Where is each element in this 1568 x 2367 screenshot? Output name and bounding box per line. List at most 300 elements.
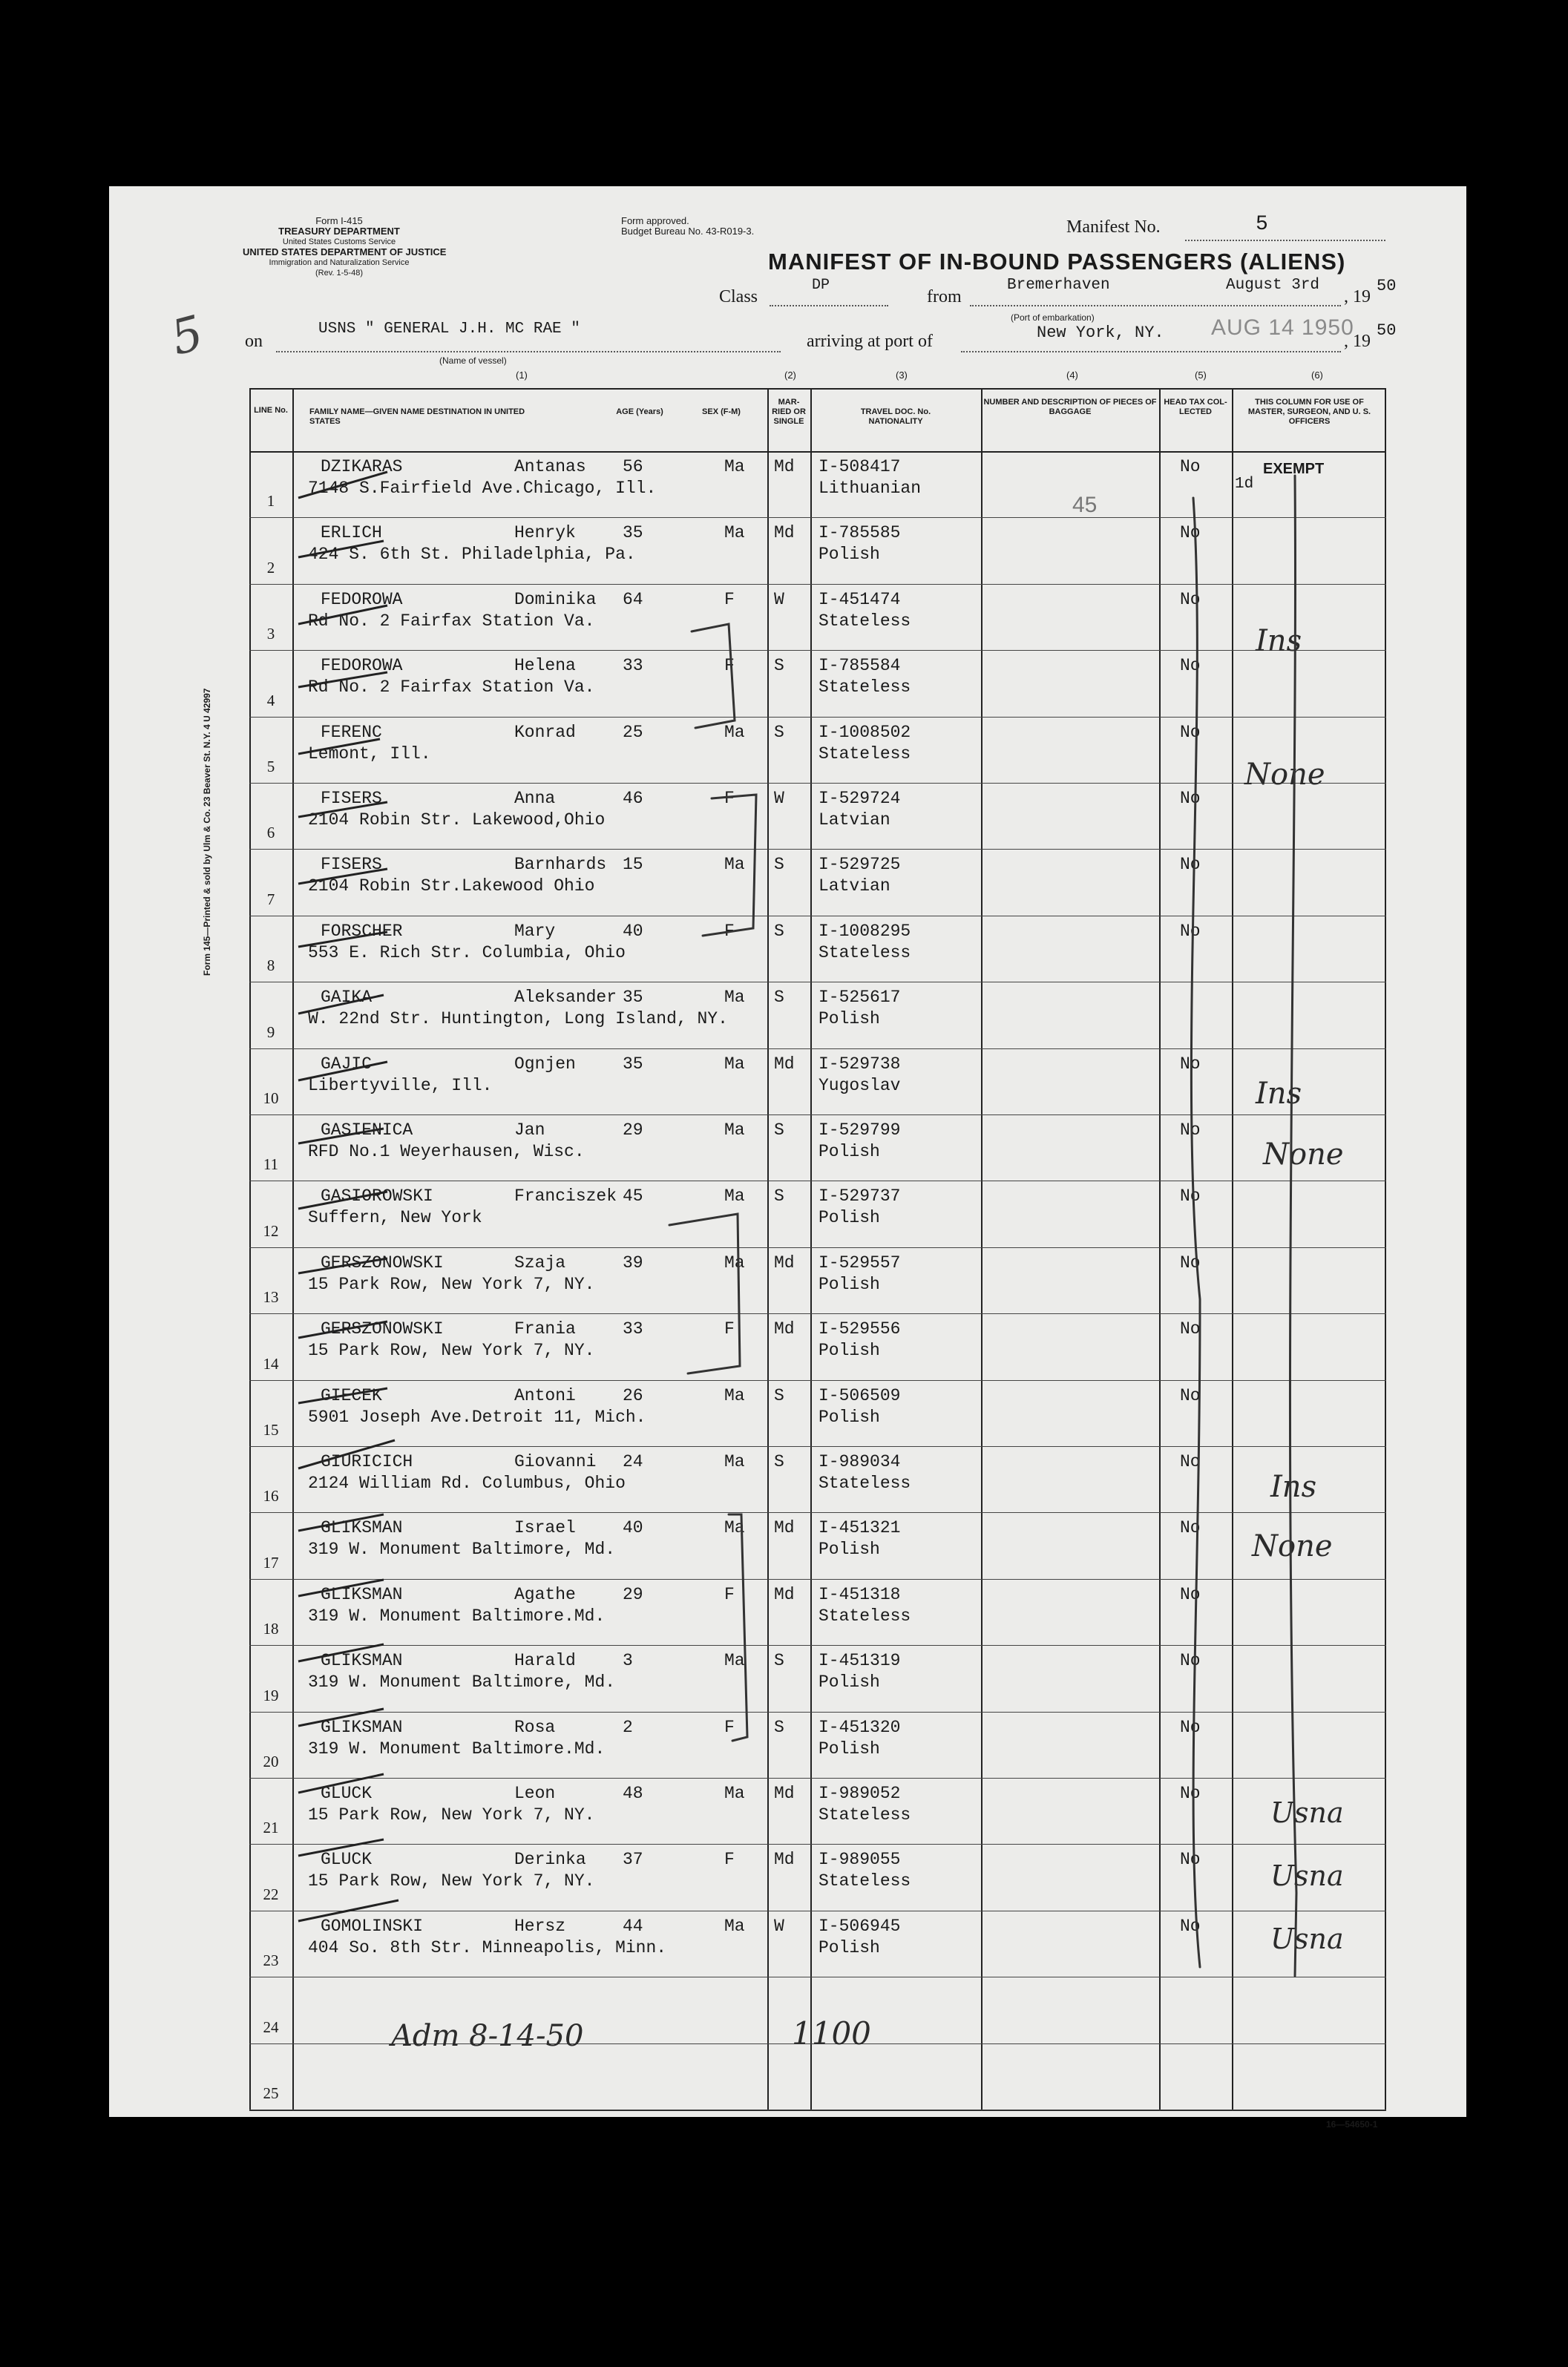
cell-doc: I-529738 <box>819 1054 901 1074</box>
cell-dest: Rd No. 2 Fairfax Station Va. <box>308 677 595 697</box>
cell-sex: Ma <box>724 1917 745 1936</box>
cell-dest: Libertyville, Ill. <box>308 1076 493 1095</box>
cell-nat: Polish <box>819 1009 880 1028</box>
cell-tax: No <box>1180 1651 1201 1670</box>
cell-family: DZIKARAS <box>321 457 403 476</box>
cell-nat: Polish <box>819 1341 880 1360</box>
strike-16 <box>298 1440 395 1468</box>
cell-doc: I-785584 <box>819 656 901 675</box>
strike-20 <box>298 1709 384 1726</box>
cell-tax: No <box>1180 1452 1201 1471</box>
cell-age: 48 <box>623 1784 643 1803</box>
cell-tax: No <box>1180 1386 1201 1405</box>
bracket-6-7 <box>703 795 756 936</box>
cell-age: 37 <box>623 1850 643 1869</box>
cell-tax: No <box>1180 590 1201 609</box>
cell-given: Rosa <box>514 1718 556 1737</box>
cell-family: GLUCK <box>321 1850 373 1869</box>
hdr-baggage: NUMBER AND DESCRIPTION OF PIECES OF BAGGAGE <box>983 398 1157 416</box>
cell-sex: Ma <box>724 723 745 742</box>
handwritten-row11: None <box>1263 1137 1344 1172</box>
cell-doc: I-1008502 <box>819 723 911 742</box>
dept-justice: UNITED STATES DEPARTMENT OF JUSTICE <box>243 246 447 257</box>
line-number: 9 <box>266 1023 275 1041</box>
cell-doc: I-525617 <box>819 988 901 1007</box>
cell-family: GAIKA <box>321 988 373 1007</box>
cell-age: 25 <box>623 723 643 742</box>
cell-sex: Ma <box>724 1651 745 1670</box>
cell-age: 40 <box>623 1518 643 1537</box>
cell-given: Szaja <box>514 1253 566 1273</box>
strike-2 <box>298 541 384 557</box>
cell-given: Derinka <box>514 1850 586 1869</box>
strike-13 <box>298 1258 387 1273</box>
cell-tax: No <box>1180 1585 1201 1604</box>
year-value-1: 50 <box>1377 277 1397 295</box>
cell-given: Dominika <box>514 590 597 609</box>
cell-ms: Md <box>774 1253 795 1273</box>
form-number: Form I-415 <box>315 215 363 226</box>
cell-ms: Md <box>774 523 795 542</box>
line-number: 14 <box>263 1355 279 1373</box>
strike-9 <box>298 995 384 1014</box>
cell-family: FEDOROWA <box>321 656 403 675</box>
cell-nat: Stateless <box>819 1805 911 1825</box>
cell-sex: Ma <box>724 1054 745 1074</box>
handwritten-row21: Usna <box>1270 1796 1344 1829</box>
cell-doc: I-451321 <box>819 1518 901 1537</box>
cell-age: 35 <box>623 1054 643 1074</box>
hdr-age: AGE (Years) <box>616 407 663 416</box>
cell-given: Frania <box>514 1319 576 1339</box>
bracket-12-14 <box>669 1214 740 1373</box>
cell-ms: S <box>774 1120 784 1140</box>
cell-dest: 15 Park Row, New York 7, NY. <box>308 1341 595 1360</box>
strike-22 <box>298 1839 384 1856</box>
cell-ms: S <box>774 1651 784 1670</box>
line-number: 8 <box>266 956 275 974</box>
cell-given: Ognjen <box>514 1054 576 1074</box>
cell-ms: S <box>774 656 784 675</box>
year-value-2: 50 <box>1377 321 1397 340</box>
cell-family: GOMOLINSKI <box>321 1917 424 1936</box>
vessel-name: USNS " GENERAL J.H. MC RAE " <box>318 321 580 338</box>
cell-given: Barnhards <box>514 855 607 874</box>
cell-given: Antanas <box>514 457 586 476</box>
line-number: 17 <box>263 1554 279 1572</box>
cell-dest: 319 W. Monument Baltimore.Md. <box>308 1606 606 1626</box>
cell-family: GERSZONOWSKI <box>321 1319 444 1339</box>
manifest-no-value: 5 <box>1256 213 1268 236</box>
sail-date: August 3rd <box>1226 277 1320 294</box>
cell-family: ERLICH <box>321 523 382 542</box>
cell-nat: Yugoslav <box>819 1076 901 1095</box>
cell-dest: Rd No. 2 Fairfax Station Va. <box>308 611 595 631</box>
line-number: 1 <box>266 492 275 510</box>
cell-tax: No <box>1180 1718 1201 1737</box>
cell-nat: Polish <box>819 1938 880 1957</box>
form-approved: Form approved. <box>621 215 689 226</box>
cell-age: 64 <box>623 590 643 609</box>
cell-tax: No <box>1180 1319 1201 1339</box>
cell-dest: 15 Park Row, New York 7, NY. <box>308 1871 595 1891</box>
cell-family: FEDOROWA <box>321 590 403 609</box>
cell-given: Aleksander <box>514 988 617 1007</box>
cell-nat: Stateless <box>819 1871 911 1891</box>
hdr-line-no: LINE No. <box>254 406 288 415</box>
year-prefix-2: , 19 <box>1344 332 1371 351</box>
strike-12 <box>298 1192 387 1209</box>
line-number: 23 <box>263 1951 279 1969</box>
cell-nat: Stateless <box>819 1606 911 1626</box>
cell-dest: 15 Park Row, New York 7, NY. <box>308 1275 595 1294</box>
line-number: 12 <box>263 1222 279 1240</box>
cell-tax: No <box>1180 855 1201 874</box>
year-prefix-1: , 19 <box>1344 287 1371 306</box>
cell-doc: I-529556 <box>819 1319 901 1339</box>
cell-sex: Ma <box>724 523 745 542</box>
cell-given: Hersz <box>514 1917 566 1936</box>
cell-dest: RFD No.1 Weyerhausen, Wisc. <box>308 1142 585 1161</box>
cell-doc: I-989055 <box>819 1850 901 1869</box>
cell-given: Franciszek <box>514 1186 617 1206</box>
cell-doc: I-451318 <box>819 1585 901 1604</box>
line-number: 6 <box>266 824 275 841</box>
cell-nat: Stateless <box>819 744 911 764</box>
col-num-2: (2) <box>784 370 796 381</box>
hdr-married: MAR-RIED OR SINGLE <box>772 398 806 426</box>
cell-tax: No <box>1180 1518 1201 1537</box>
cell-age: 39 <box>623 1253 643 1273</box>
hdr-sex: SEX (F-M) <box>702 407 741 416</box>
handwritten-row22: Usna <box>1270 1859 1344 1892</box>
line-number: 18 <box>263 1620 279 1638</box>
hdr-name: FAMILY NAME—GIVEN NAME DESTINATION IN UNITED STATES <box>309 407 525 426</box>
cell-family: FISERS <box>321 855 382 874</box>
arriving-label: arriving at port of <box>807 332 933 351</box>
cell-tax: No <box>1180 723 1201 742</box>
handwritten-time: 1100 <box>792 2015 871 2052</box>
strike-15 <box>298 1388 387 1403</box>
cell-nat: Polish <box>819 1540 880 1559</box>
cell-doc: I-506945 <box>819 1917 901 1936</box>
cell-age: 29 <box>623 1585 643 1604</box>
cell-nat: Latvian <box>819 810 890 830</box>
handwritten-row5: None <box>1244 758 1325 792</box>
cell-ms: W <box>774 1917 784 1936</box>
line-number: 2 <box>266 559 275 577</box>
printer-sidenote: Form 145—Printed & sold by Ulm & Co. 23 Beaver St. N.Y. 4 U 42997 <box>202 688 212 976</box>
cell-sex: Ma <box>724 1120 745 1140</box>
cell-sex: F <box>724 590 735 609</box>
cell-sex: F <box>724 1319 735 1339</box>
cell-nat: Stateless <box>819 677 911 697</box>
cell-tax: No <box>1180 789 1201 808</box>
cell-age: 2 <box>623 1718 633 1737</box>
strike-3 <box>298 605 387 624</box>
strike-14 <box>298 1322 387 1338</box>
handwritten-admitted: Adm 8-14-50 <box>391 2019 584 2053</box>
cell-sex: F <box>724 789 735 808</box>
col-num-6: (6) <box>1311 370 1323 381</box>
cell-dest: 319 W. Monument Baltimore, Md. <box>308 1540 616 1559</box>
cell-given: Harald <box>514 1651 576 1670</box>
cell-ms: Md <box>774 1518 795 1537</box>
cell-ms: S <box>774 1718 784 1737</box>
cell-sex: F <box>724 1718 735 1737</box>
cell-doc: I-506509 <box>819 1386 901 1405</box>
cell-doc: I-529557 <box>819 1253 901 1273</box>
strike-5 <box>298 739 380 754</box>
dept-treasury-sub: United States Customs Service <box>282 237 396 246</box>
cell-given: Giovanni <box>514 1452 597 1471</box>
cell-dest: 2124 William Rd. Columbus, Ohio <box>308 1474 626 1493</box>
cell-dest: 553 E. Rich Str. Columbia, Ohio <box>308 943 626 962</box>
cell-sex: Ma <box>724 1784 745 1803</box>
budget-bureau: Budget Bureau No. 43-R019-3. <box>621 226 755 237</box>
cell-sex: F <box>724 656 735 675</box>
manifest-no-label: Manifest No. <box>1066 217 1161 237</box>
cell-ms: W <box>774 590 784 609</box>
cell-family: GLIKSMAN <box>321 1718 403 1737</box>
line-number: 15 <box>263 1421 279 1439</box>
cell-age: 26 <box>623 1386 643 1405</box>
footer-code: 16—54650-1 <box>1326 2119 1378 2130</box>
cell-doc: I-529724 <box>819 789 901 808</box>
cell-sex: Ma <box>724 1253 745 1273</box>
cell-ms: S <box>774 1186 784 1206</box>
arriving-port: New York, NY. <box>1037 324 1164 342</box>
cell-dest: 15 Park Row, New York 7, NY. <box>308 1805 595 1825</box>
cell-doc: I-529725 <box>819 855 901 874</box>
cell-ms: Md <box>774 457 795 476</box>
bracket-3-4 <box>692 624 735 728</box>
cell-given: Israel <box>514 1518 576 1537</box>
strike-11 <box>298 1129 384 1143</box>
cell-nat: Polish <box>819 1142 880 1161</box>
cell-tax: No <box>1180 922 1201 941</box>
cell-age: 3 <box>623 1651 633 1670</box>
strike-17 <box>298 1514 384 1531</box>
col-num-4: (4) <box>1066 370 1078 381</box>
cell-ms: Md <box>774 1784 795 1803</box>
strike-6 <box>298 802 387 817</box>
hdr-travel-doc: TRAVEL DOC. No. NATIONALITY <box>860 407 931 426</box>
cell-ms: Md <box>774 1054 795 1074</box>
cell-age: 40 <box>623 922 643 941</box>
revision: (Rev. 1-5-48) <box>315 269 363 278</box>
cell-nat: Latvian <box>819 876 890 896</box>
line-number: 3 <box>266 625 275 643</box>
cell-age: 45 <box>623 1186 643 1206</box>
cell-age: 46 <box>623 789 643 808</box>
cell-dest: 424 S. 6th St. Philadelphia, Pa. <box>308 545 636 564</box>
cell-sex: Ma <box>724 1186 745 1206</box>
cell-ms: S <box>774 1386 784 1405</box>
line-number: 16 <box>263 1487 279 1505</box>
strike-10 <box>298 1062 387 1080</box>
cell-family: GAJIC <box>321 1054 373 1074</box>
bracket-17-20 <box>729 1514 747 1741</box>
cell-nat: Polish <box>819 1739 880 1759</box>
cell-family: GLIKSMAN <box>321 1651 403 1670</box>
line-number: 19 <box>263 1687 279 1704</box>
cell-family: GIURICICH <box>321 1452 413 1471</box>
handwritten-row16: Ins <box>1270 1470 1317 1504</box>
cell-sex: Ma <box>724 457 745 476</box>
col-num-1: (1) <box>516 370 528 381</box>
cell-family: GLUCK <box>321 1784 373 1803</box>
cell-doc: I-989034 <box>819 1452 901 1471</box>
cell-given: Anna <box>514 789 556 808</box>
handwritten-row23: Usna <box>1270 1923 1344 1955</box>
embark-caption: (Port of embarkation) <box>1011 312 1095 323</box>
class-value: DP <box>812 277 830 294</box>
cell-given: Henryk <box>514 523 576 542</box>
cell-doc: I-451319 <box>819 1651 901 1670</box>
strike-8 <box>298 932 387 947</box>
strike-1 <box>298 472 387 498</box>
cell-doc: I-1008295 <box>819 922 911 941</box>
strike-23 <box>298 1900 398 1921</box>
line-number: 25 <box>263 2084 279 2102</box>
hdr-officers: THIS COLUMN FOR USE OF MASTER, SURGEON, AND U. S. OFFICERS <box>1247 398 1371 426</box>
cell-dest: Lemont, Ill. <box>308 744 431 764</box>
line-number: 20 <box>263 1753 279 1770</box>
manifest-page <box>109 186 1466 2130</box>
cell-tax: No <box>1180 656 1201 675</box>
strike-19 <box>298 1644 384 1661</box>
cell-tax: No <box>1180 1120 1201 1140</box>
cell-nat: Polish <box>819 1408 880 1427</box>
cell-age: 44 <box>623 1917 643 1936</box>
handwritten-row10: Ins <box>1256 1077 1302 1111</box>
strike-21 <box>298 1774 384 1793</box>
cell-ms: S <box>774 723 784 742</box>
col-num-5: (5) <box>1195 370 1207 381</box>
cell-ms: Md <box>774 1585 795 1604</box>
from-label: from <box>927 287 962 306</box>
cell-ms: S <box>774 922 784 941</box>
brace-right-1 <box>1191 498 1200 1967</box>
cell-nat: Stateless <box>819 1474 911 1493</box>
brace-right-2 <box>1290 476 1296 1976</box>
cell-sex: Ma <box>724 1452 745 1471</box>
cell-given: Leon <box>514 1784 556 1803</box>
strike-18 <box>298 1580 384 1596</box>
cell-sex: Ma <box>724 1386 745 1405</box>
cell-dest: 319 W. Monument Baltimore, Md. <box>308 1672 616 1692</box>
baggage-count: 45 <box>1072 493 1098 517</box>
cell-dest: 7148 S.Fairfield Ave.Chicago, Ill. <box>308 479 657 498</box>
cell-dest: Suffern, New York <box>308 1208 482 1227</box>
row1-id: 1d <box>1235 476 1254 493</box>
cell-age: 15 <box>623 855 643 874</box>
cell-given: Antoni <box>514 1386 576 1405</box>
line-number: 5 <box>266 758 275 775</box>
line-number: 11 <box>263 1155 279 1173</box>
cell-dest: 5901 Joseph Ave.Detroit 11, Mich. <box>308 1408 646 1427</box>
col-num-3: (3) <box>896 370 908 381</box>
cell-tax: No <box>1180 1850 1201 1869</box>
cell-age: 33 <box>623 656 643 675</box>
cell-age: 35 <box>623 523 643 542</box>
cell-doc: I-529737 <box>819 1186 901 1206</box>
cell-sex: Ma <box>724 855 745 874</box>
cell-ms: W <box>774 789 784 808</box>
cell-doc: I-989052 <box>819 1784 901 1803</box>
cell-dest: W. 22nd Str. Huntington, Long Island, NY. <box>308 1009 728 1028</box>
cell-doc: I-529799 <box>819 1120 901 1140</box>
cell-family: GLIKSMAN <box>321 1585 403 1604</box>
cell-sex: Ma <box>724 988 745 1007</box>
cell-dest: 2104 Robin Str.Lakewood Ohio <box>308 876 595 896</box>
cell-family: FERENC <box>321 723 382 742</box>
handwritten-row3: Ins <box>1256 624 1302 658</box>
class-label: Class <box>719 287 758 306</box>
from-value: Bremerhaven <box>1007 277 1110 294</box>
line-number: 7 <box>266 890 275 908</box>
dept-treasury: TREASURY DEPARTMENT <box>278 226 400 237</box>
hdr-head-tax: HEAD TAX COL-LECTED <box>1164 398 1227 416</box>
vessel-caption: (Name of vessel) <box>439 355 507 366</box>
cell-family: GLIKSMAN <box>321 1518 403 1537</box>
cell-tax: No <box>1180 1917 1201 1936</box>
cell-nat: Polish <box>819 1208 880 1227</box>
cell-age: 56 <box>623 457 643 476</box>
line-number: 4 <box>266 692 275 709</box>
cell-age: 24 <box>623 1452 643 1471</box>
cell-family: GASIENICA <box>321 1120 413 1140</box>
cell-given: Helena <box>514 656 576 675</box>
on-label: on <box>245 332 263 351</box>
line-number: 13 <box>263 1288 279 1306</box>
cell-given: Konrad <box>514 723 576 742</box>
margin-mark: 5 <box>165 305 209 367</box>
cell-age: 33 <box>623 1319 643 1339</box>
cell-doc: I-785585 <box>819 523 901 542</box>
cell-nat: Polish <box>819 545 880 564</box>
cell-doc: I-508417 <box>819 457 901 476</box>
cell-family: GASIOROWSKI <box>321 1186 433 1206</box>
strike-4 <box>298 672 387 687</box>
cell-dest: 319 W. Monument Baltimore.Md. <box>308 1739 606 1759</box>
line-number: 21 <box>263 1819 279 1836</box>
cell-nat: Stateless <box>819 943 911 962</box>
cell-tax: No <box>1180 1054 1201 1074</box>
cell-tax: No <box>1180 1186 1201 1206</box>
cell-given: Jan <box>514 1120 545 1140</box>
cell-age: 35 <box>623 988 643 1007</box>
cell-ms: S <box>774 855 784 874</box>
arrival-date-stamp: AUG 14 1950 <box>1211 315 1354 340</box>
strike-7 <box>298 869 387 884</box>
cell-family: FISERS <box>321 789 382 808</box>
cell-family: FORSCHER <box>321 922 403 941</box>
cell-ms: S <box>774 988 784 1007</box>
cell-tax: No <box>1180 523 1201 542</box>
pencil-marks <box>109 186 1466 2117</box>
cell-ms: Md <box>774 1850 795 1869</box>
cell-given: Agathe <box>514 1585 576 1604</box>
cell-sex: F <box>724 1850 735 1869</box>
cell-ms: S <box>774 1452 784 1471</box>
cell-dest: 2104 Robin Str. Lakewood,Ohio <box>308 810 606 830</box>
line-number: 22 <box>263 1885 279 1903</box>
cell-nat: Stateless <box>819 611 911 631</box>
cell-nat: Polish <box>819 1275 880 1294</box>
cell-sex: Ma <box>724 1518 745 1537</box>
